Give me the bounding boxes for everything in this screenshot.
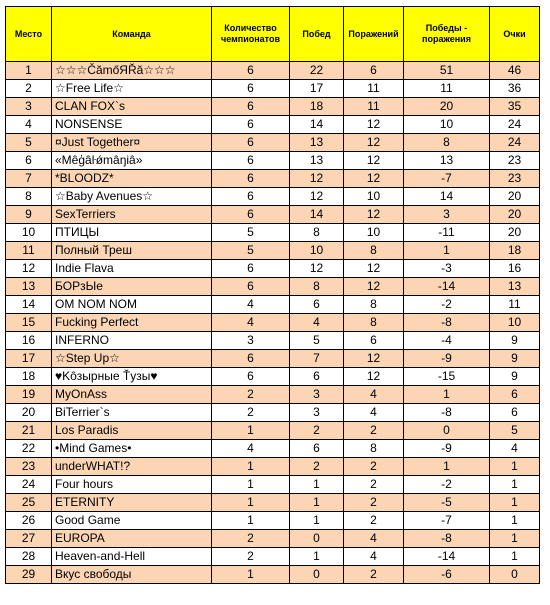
losses-cell: 11 xyxy=(344,80,404,98)
team-cell: •Mind Games• xyxy=(52,440,212,458)
championships-cell: 6 xyxy=(212,260,290,278)
table-row xyxy=(6,116,540,134)
losses-cell: 2 xyxy=(344,476,404,494)
place-cell: 7 xyxy=(6,170,52,188)
place-cell: 14 xyxy=(6,296,52,314)
place-cell: 8 xyxy=(6,188,52,206)
team-cell: INFERNO xyxy=(52,332,212,350)
championships-cell: 4 xyxy=(212,440,290,458)
points-cell: 35 xyxy=(490,98,540,116)
table-row xyxy=(6,566,540,584)
table-row xyxy=(6,440,540,458)
points-cell: 23 xyxy=(490,170,540,188)
losses-cell: 6 xyxy=(344,62,404,80)
losses-cell: 2 xyxy=(344,458,404,476)
place-cell: 16 xyxy=(6,332,52,350)
points-cell: 5 xyxy=(490,422,540,440)
losses-column-header: Поражений xyxy=(344,7,404,62)
points-cell: 6 xyxy=(490,404,540,422)
table-row xyxy=(6,152,540,170)
table-row xyxy=(6,206,540,224)
championships-cell: 2 xyxy=(212,530,290,548)
wins-minus-losses-cell: -4 xyxy=(404,332,490,350)
table-row xyxy=(6,80,540,98)
wins-cell: 6 xyxy=(290,440,344,458)
losses-cell: 8 xyxy=(344,242,404,260)
wins-minus-losses-cell: -7 xyxy=(404,512,490,530)
losses-cell: 6 xyxy=(344,332,404,350)
wins-minus-losses-cell: -2 xyxy=(404,476,490,494)
wins-cell: 6 xyxy=(290,296,344,314)
team-cell: SexTerriers xyxy=(52,206,212,224)
wins-cell: 14 xyxy=(290,206,344,224)
wins-cell: 5 xyxy=(290,332,344,350)
table-row xyxy=(6,188,540,206)
championships-cell: 6 xyxy=(212,62,290,80)
place-cell: 2 xyxy=(6,80,52,98)
wins-cell: 22 xyxy=(290,62,344,80)
team-cell: Indie Flava xyxy=(52,260,212,278)
team-cell: ♥Kôзыpные Ťузы♥ xyxy=(52,368,212,386)
wins-cell: 2 xyxy=(290,458,344,476)
points-cell: 1 xyxy=(490,458,540,476)
wins-minus-losses-cell: 14 xyxy=(404,188,490,206)
place-column-header: Место xyxy=(6,7,52,62)
team-cell: Полный Треш xyxy=(52,242,212,260)
wins-cell: 0 xyxy=(290,566,344,584)
losses-cell: 12 xyxy=(344,368,404,386)
place-cell: 13 xyxy=(6,278,52,296)
place-cell: 23 xyxy=(6,458,52,476)
points-cell: 16 xyxy=(490,260,540,278)
points-cell: 11 xyxy=(490,296,540,314)
table-row xyxy=(6,62,540,80)
championships-cell: 6 xyxy=(212,188,290,206)
points-cell: 24 xyxy=(490,134,540,152)
wins-minus-losses-cell: -6 xyxy=(404,566,490,584)
place-cell: 6 xyxy=(6,152,52,170)
wins-minus-losses-column-header: Победы - поражения xyxy=(404,7,490,62)
points-cell: 24 xyxy=(490,116,540,134)
wins-minus-losses-cell: -5 xyxy=(404,494,490,512)
wins-minus-losses-cell: 1 xyxy=(404,386,490,404)
points-column-header: Очки xyxy=(490,7,540,62)
points-cell: 9 xyxy=(490,332,540,350)
points-cell: 20 xyxy=(490,206,540,224)
points-cell: 9 xyxy=(490,368,540,386)
table-row xyxy=(6,260,540,278)
team-cell: ¤Just Together¤ xyxy=(52,134,212,152)
wins-minus-losses-cell: 0 xyxy=(404,422,490,440)
losses-cell: 12 xyxy=(344,278,404,296)
team-cell: underWHAT!? xyxy=(52,458,212,476)
team-cell: ETERNITY xyxy=(52,494,212,512)
place-cell: 10 xyxy=(6,224,52,242)
wins-minus-losses-cell: -9 xyxy=(404,350,490,368)
championships-cell: 5 xyxy=(212,224,290,242)
team-cell: NONSENSE xyxy=(52,116,212,134)
team-cell: OM NOM NOM xyxy=(52,296,212,314)
wins-cell: 4 xyxy=(290,314,344,332)
team-cell: ☆☆☆ČămőЯŘă☆☆☆ xyxy=(52,62,212,80)
table-row xyxy=(6,296,540,314)
championships-cell: 1 xyxy=(212,422,290,440)
table-row xyxy=(6,134,540,152)
wins-cell: 7 xyxy=(290,350,344,368)
table-row xyxy=(6,278,540,296)
championships-cell: 2 xyxy=(212,404,290,422)
table-row xyxy=(6,170,540,188)
place-cell: 15 xyxy=(6,314,52,332)
table-row xyxy=(6,98,540,116)
losses-cell: 2 xyxy=(344,512,404,530)
championships-cell: 3 xyxy=(212,332,290,350)
team-cell: Good Game xyxy=(52,512,212,530)
wins-minus-losses-cell: 1 xyxy=(404,242,490,260)
wins-cell: 2 xyxy=(290,422,344,440)
wins-cell: 3 xyxy=(290,386,344,404)
points-cell: 1 xyxy=(490,494,540,512)
wins-minus-losses-cell: 8 xyxy=(404,134,490,152)
table-body xyxy=(6,62,540,584)
table-row xyxy=(6,512,540,530)
wins-cell: 3 xyxy=(290,404,344,422)
wins-cell: 1 xyxy=(290,494,344,512)
standings-table xyxy=(5,6,540,584)
place-cell: 9 xyxy=(6,206,52,224)
place-cell: 5 xyxy=(6,134,52,152)
points-cell: 23 xyxy=(490,152,540,170)
points-cell: 36 xyxy=(490,80,540,98)
championships-cell: 6 xyxy=(212,170,290,188)
wins-minus-losses-cell: 1 xyxy=(404,458,490,476)
losses-cell: 11 xyxy=(344,98,404,116)
losses-cell: 12 xyxy=(344,350,404,368)
wins-cell: 13 xyxy=(290,152,344,170)
team-cell: Heaven-and-Hell xyxy=(52,548,212,566)
wins-cell: 10 xyxy=(290,242,344,260)
losses-cell: 10 xyxy=(344,188,404,206)
wins-minus-losses-cell: 20 xyxy=(404,98,490,116)
points-cell: 18 xyxy=(490,242,540,260)
table-row xyxy=(6,404,540,422)
team-column-header: Команда xyxy=(52,7,212,62)
championships-cell: 5 xyxy=(212,242,290,260)
team-cell: MyOnAss xyxy=(52,386,212,404)
wins-minus-losses-cell: -8 xyxy=(404,530,490,548)
championships-cell: 4 xyxy=(212,314,290,332)
wins-minus-losses-cell: -15 xyxy=(404,368,490,386)
points-cell: 4 xyxy=(490,440,540,458)
table-row xyxy=(6,530,540,548)
team-cell: CLAN FOX`s xyxy=(52,98,212,116)
place-cell: 18 xyxy=(6,368,52,386)
table-row xyxy=(6,458,540,476)
losses-cell: 12 xyxy=(344,260,404,278)
losses-cell: 12 xyxy=(344,152,404,170)
wins-cell: 1 xyxy=(290,512,344,530)
team-cell: Los Paradis xyxy=(52,422,212,440)
wins-cell: 8 xyxy=(290,278,344,296)
losses-cell: 8 xyxy=(344,440,404,458)
losses-cell: 12 xyxy=(344,206,404,224)
losses-cell: 12 xyxy=(344,116,404,134)
place-cell: 28 xyxy=(6,548,52,566)
championships-cell: 1 xyxy=(212,458,290,476)
points-cell: 1 xyxy=(490,548,540,566)
losses-cell: 12 xyxy=(344,170,404,188)
place-cell: 29 xyxy=(6,566,52,584)
losses-cell: 2 xyxy=(344,566,404,584)
points-cell: 10 xyxy=(490,314,540,332)
points-cell: 1 xyxy=(490,512,540,530)
table-row xyxy=(6,548,540,566)
table-row xyxy=(6,494,540,512)
championships-cell: 6 xyxy=(212,368,290,386)
championships-cell: 1 xyxy=(212,476,290,494)
wins-minus-losses-cell: -9 xyxy=(404,440,490,458)
championships-cell: 6 xyxy=(212,98,290,116)
table-row xyxy=(6,242,540,260)
team-cell: Вкус свободы xyxy=(52,566,212,584)
losses-cell: 4 xyxy=(344,548,404,566)
team-cell: Fucking Perfect xyxy=(52,314,212,332)
wins-minus-losses-cell: -7 xyxy=(404,170,490,188)
wins-cell: 12 xyxy=(290,188,344,206)
championships-cell: 2 xyxy=(212,548,290,566)
place-cell: 24 xyxy=(6,476,52,494)
team-cell: Four hours xyxy=(52,476,212,494)
points-cell: 0 xyxy=(490,566,540,584)
championships-cell: 1 xyxy=(212,566,290,584)
points-cell: 6 xyxy=(490,386,540,404)
championships-cell: 6 xyxy=(212,152,290,170)
team-cell: EUROPA xyxy=(52,530,212,548)
wins-minus-losses-cell: -8 xyxy=(404,404,490,422)
championships-cell: 1 xyxy=(212,494,290,512)
table-row xyxy=(6,422,540,440)
place-cell: 11 xyxy=(6,242,52,260)
championships-cell: 2 xyxy=(212,386,290,404)
losses-cell: 4 xyxy=(344,386,404,404)
wins-cell: 18 xyxy=(290,98,344,116)
header-row xyxy=(6,7,540,62)
wins-cell: 0 xyxy=(290,530,344,548)
place-cell: 4 xyxy=(6,116,52,134)
points-cell: 20 xyxy=(490,224,540,242)
championships-cell: 6 xyxy=(212,278,290,296)
team-cell: ☆Baby Avenues☆ xyxy=(52,188,212,206)
table-row xyxy=(6,476,540,494)
team-cell: ПТИЦЫ xyxy=(52,224,212,242)
losses-cell: 8 xyxy=(344,314,404,332)
championships-cell: 6 xyxy=(212,350,290,368)
points-cell: 1 xyxy=(490,530,540,548)
place-cell: 20 xyxy=(6,404,52,422)
wins-minus-losses-cell: -11 xyxy=(404,224,490,242)
wins-cell: 14 xyxy=(290,116,344,134)
losses-cell: 10 xyxy=(344,224,404,242)
wins-minus-losses-cell: -2 xyxy=(404,296,490,314)
losses-cell: 4 xyxy=(344,404,404,422)
losses-cell: 12 xyxy=(344,134,404,152)
table-row xyxy=(6,224,540,242)
team-cell: ☆Free Life☆ xyxy=(52,80,212,98)
championships-cell: 6 xyxy=(212,134,290,152)
wins-cell: 17 xyxy=(290,80,344,98)
championships-cell: 6 xyxy=(212,116,290,134)
championships-cell: 4 xyxy=(212,296,290,314)
points-cell: 13 xyxy=(490,278,540,296)
wins-minus-losses-cell: 3 xyxy=(404,206,490,224)
championships-cell: 6 xyxy=(212,206,290,224)
table-row xyxy=(6,350,540,368)
wins-minus-losses-cell: 51 xyxy=(404,62,490,80)
wins-minus-losses-cell: 10 xyxy=(404,116,490,134)
place-cell: 19 xyxy=(6,386,52,404)
points-cell: 9 xyxy=(490,350,540,368)
team-cell: «Mêģâŀǿmâŋiâ» xyxy=(52,152,212,170)
wins-column-header: Побед xyxy=(290,7,344,62)
table-row xyxy=(6,386,540,404)
table-row xyxy=(6,314,540,332)
place-cell: 22 xyxy=(6,440,52,458)
place-cell: 27 xyxy=(6,530,52,548)
place-cell: 12 xyxy=(6,260,52,278)
points-cell: 20 xyxy=(490,188,540,206)
championships-cell: 6 xyxy=(212,80,290,98)
wins-minus-losses-cell: 13 xyxy=(404,152,490,170)
team-cell: BiTerrier`s xyxy=(52,404,212,422)
wins-minus-losses-cell: -14 xyxy=(404,548,490,566)
wins-minus-losses-cell: -3 xyxy=(404,260,490,278)
place-cell: 3 xyxy=(6,98,52,116)
championships-column-header: Количество чемпионатов xyxy=(212,7,290,62)
wins-cell: 1 xyxy=(290,548,344,566)
wins-minus-losses-cell: -8 xyxy=(404,314,490,332)
losses-cell: 2 xyxy=(344,494,404,512)
wins-cell: 1 xyxy=(290,476,344,494)
losses-cell: 2 xyxy=(344,422,404,440)
championships-cell: 1 xyxy=(212,512,290,530)
place-cell: 17 xyxy=(6,350,52,368)
place-cell: 25 xyxy=(6,494,52,512)
points-cell: 1 xyxy=(490,476,540,494)
team-cell: *BLOODZ* xyxy=(52,170,212,188)
place-cell: 21 xyxy=(6,422,52,440)
wins-cell: 8 xyxy=(290,224,344,242)
points-cell: 46 xyxy=(490,62,540,80)
table-row xyxy=(6,368,540,386)
team-cell: ☆Step Up☆ xyxy=(52,350,212,368)
table-row xyxy=(6,332,540,350)
losses-cell: 4 xyxy=(344,530,404,548)
wins-cell: 12 xyxy=(290,260,344,278)
team-cell: БОРзЫе xyxy=(52,278,212,296)
wins-minus-losses-cell: 11 xyxy=(404,80,490,98)
wins-cell: 6 xyxy=(290,368,344,386)
place-cell: 26 xyxy=(6,512,52,530)
losses-cell: 8 xyxy=(344,296,404,314)
place-cell: 1 xyxy=(6,62,52,80)
wins-cell: 12 xyxy=(290,170,344,188)
wins-cell: 13 xyxy=(290,134,344,152)
wins-minus-losses-cell: -14 xyxy=(404,278,490,296)
